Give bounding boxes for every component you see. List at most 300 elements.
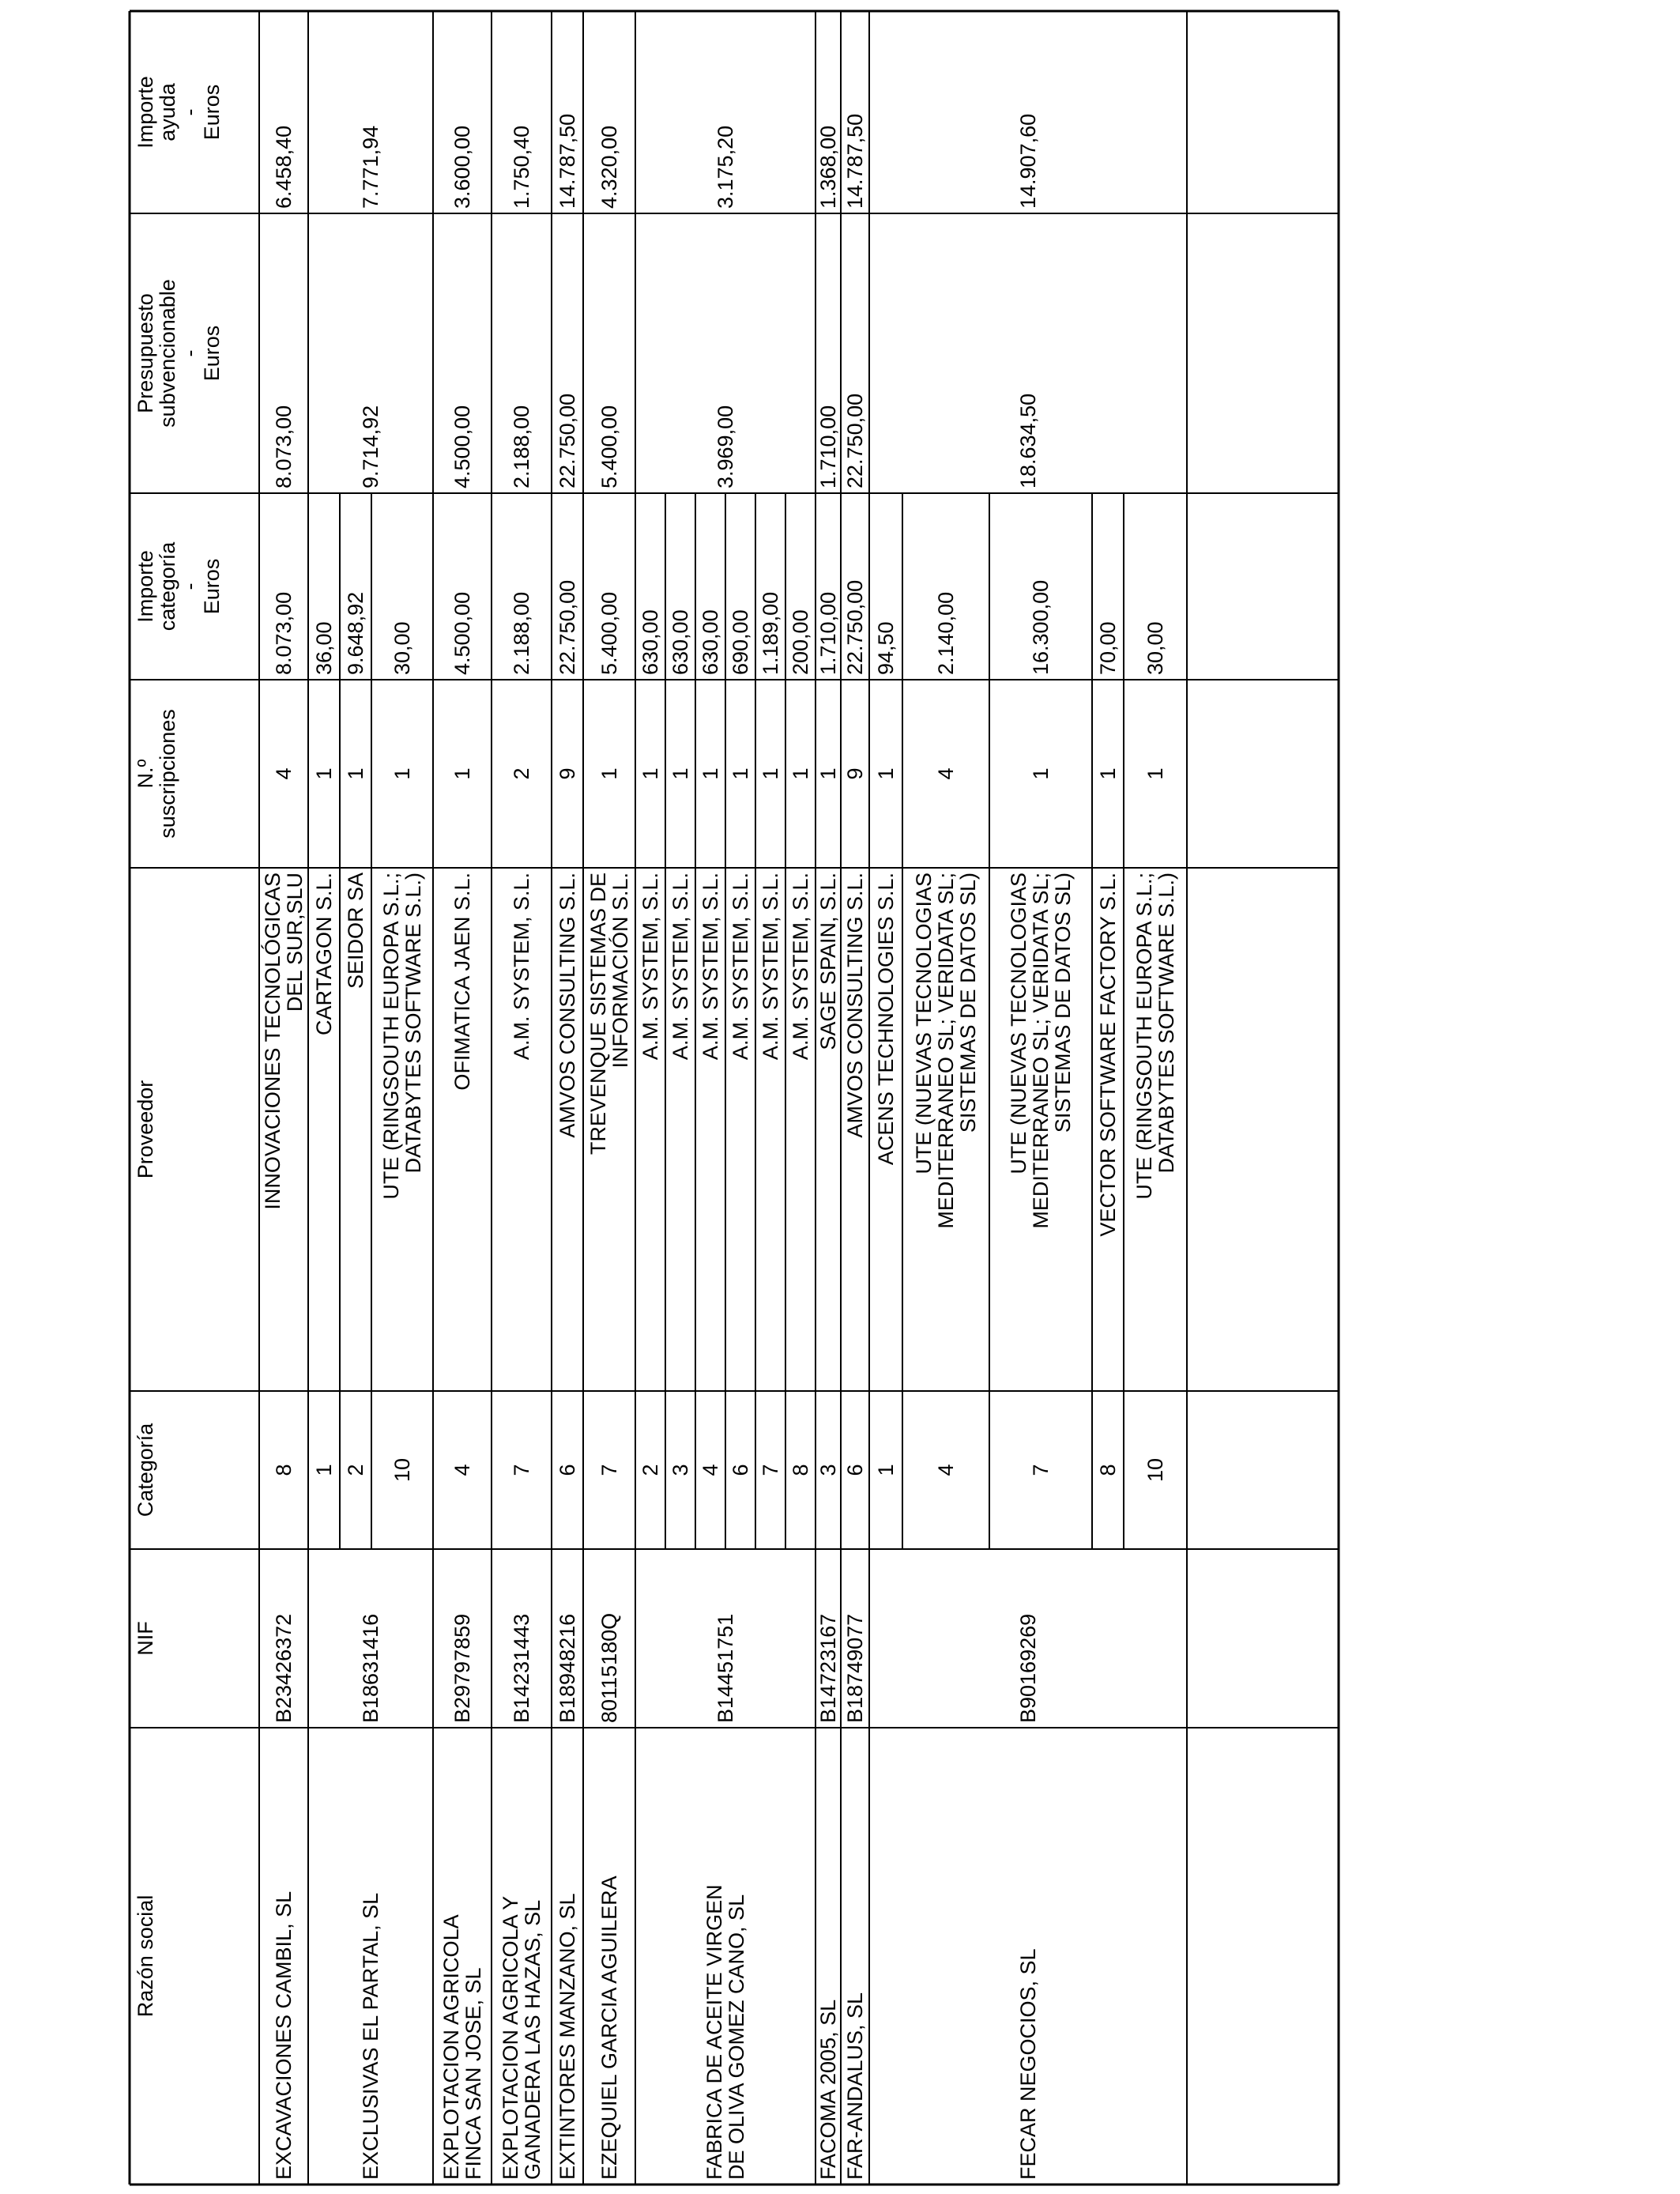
row-3-importe-ayuda-text: 1.750,40 [510,125,533,209]
row-1-presupuesto-rotated [308,213,433,493]
row-3-item-0-categoria-rotated [492,1391,552,1549]
row-2-item-0-suscripciones-text: 1 [450,767,474,780]
row-8-presupuesto-rotated [841,213,869,493]
row-6-item-4-categoria-rotated [755,1391,785,1549]
row-1-nif [308,1549,433,1728]
header-categoria-rotated [130,1391,259,1549]
row-2-item-0-proveedor-text: OFIMATICA JAEN S.L. [450,873,474,1091]
row-6-item-5-suscripciones-rotated [785,680,816,868]
row-8-presupuesto-text: 22.750,00 [843,393,867,488]
row-3-item-0-proveedor-text: A.M. SYSTEM, S.L. [510,873,533,1061]
row-9-item-0-proveedor-text: ACENS TECHNOLOGIES S.L. [874,873,898,1166]
row-1-nif-rotated [308,1549,433,1728]
row-9-item-1-suscripciones-text: 4 [934,767,958,780]
row-9-item-3-suscripciones-text: 1 [1096,767,1120,780]
row-4-item-0-proveedor [552,868,583,1391]
row-9-item-3-suscripciones-rotated [1092,680,1124,868]
row-1-item-2-suscripciones-rotated [371,680,433,868]
row-6-item-5-categoria-text: 8 [789,1464,812,1476]
row-9-item-1-suscripciones-rotated [902,680,989,868]
row-0-item-0-suscripciones-text: 4 [272,767,296,780]
row-9-item-2-importe-categoria-text: 16.300,00 [1029,579,1053,675]
row-0-nif-rotated [259,1549,308,1728]
row-7-nif-text: B14723167 [816,1613,840,1723]
row-9-item-4-importe-categoria-rotated [1124,493,1187,680]
row-2-razon-social-rotated [433,1728,492,2185]
row-6-nif [635,1549,816,1728]
row-2-presupuesto [433,213,492,493]
row-7-item-0-suscripciones [816,680,841,868]
row-5-importe-ayuda-rotated [583,11,635,213]
row-9-item-3-proveedor-rotated [1092,868,1124,1391]
row-6-item-4-proveedor [755,868,785,1391]
row-8-importe-ayuda-text: 14.787,50 [843,113,867,209]
row-5-item-0-importe-categoria-text: 5.400,00 [597,591,621,675]
row-9-item-0-importe-categoria [869,493,902,680]
row-6-item-5-proveedor-rotated [785,868,816,1391]
row-7-item-0-categoria-text: 3 [816,1464,840,1476]
row-9-item-4-importe-categoria [1124,493,1187,680]
row-9-nif-rotated [869,1549,1187,1728]
row-2-item-0-proveedor [433,868,492,1391]
row-9-razon-social-rotated [869,1728,1187,2185]
row-3-item-0-importe-categoria [492,493,552,680]
row-4-importe-ayuda-rotated [552,11,583,213]
row-2-item-0-importe-categoria-text: 4.500,00 [450,591,474,675]
row-4-presupuesto [552,213,583,493]
row-6-item-0-proveedor-rotated [635,868,665,1391]
row-9-razon-social-text: FECAR NEGOCIOS, SL [1016,1948,1040,2180]
row-5-item-0-importe-categoria-rotated [583,493,635,680]
row-5-item-0-suscripciones-rotated [583,680,635,868]
row-8-item-0-categoria [841,1391,869,1549]
row-4-item-0-categoria-text: 6 [556,1464,579,1476]
row-6-item-1-suscripciones-text: 1 [669,767,692,780]
row-0-item-0-categoria [259,1391,308,1549]
row-7-presupuesto-text: 1.710,00 [816,405,840,488]
row-6-item-3-suscripciones [725,680,755,868]
row-9-razon-social [869,1728,1187,2185]
row-1-item-1-categoria-text: 2 [344,1464,367,1476]
row-9-item-0-categoria [869,1391,902,1549]
row-6-nif-text: B14451751 [714,1613,737,1723]
row-9-item-1-importe-categoria-rotated [902,493,989,680]
header-categoria [130,1391,259,1549]
header-importe-ayuda-text: Importe ayuda - Euros [134,76,224,149]
row-2-item-0-proveedor-rotated [433,868,492,1391]
row-8-razon-social-text: FAR-ANDALUS, SL [843,1992,867,2180]
row-0-item-0-importe-categoria [259,493,308,680]
row-6-item-0-importe-categoria-rotated [635,493,665,680]
row-2-item-0-categoria [433,1391,492,1549]
row-6-item-4-suscripciones-rotated [755,680,785,868]
row-6-item-5-importe-categoria [785,493,816,680]
row-6-presupuesto [635,213,816,493]
row-0-presupuesto-text: 8.073,00 [272,405,296,488]
row-6-item-1-proveedor [665,868,695,1391]
row-6-item-3-proveedor-rotated [725,868,755,1391]
row-9-item-1-proveedor-rotated [902,868,989,1391]
row-1-item-2-proveedor-text: UTE (RINGSOUTH EUROPA S.L.; DATABYTES SOFTWARE S.L.) [379,873,425,1200]
row-1-item-2-categoria-text: 10 [390,1457,414,1483]
row-3-razon-social-rotated [492,1728,552,2185]
row-6-item-0-categoria-rotated [635,1391,665,1549]
header-importe-categoria [130,493,259,680]
row-4-item-0-categoria [552,1391,583,1549]
row-5-item-0-proveedor [583,868,635,1391]
header-importe-ayuda [130,11,259,213]
row-1-item-2-importe-categoria-text: 30,00 [390,621,414,675]
row-6-item-0-importe-categoria-text: 630,00 [638,609,662,675]
row-8-importe-ayuda [841,11,869,213]
row-6-item-0-suscripciones [635,680,665,868]
row-6-item-4-suscripciones [755,680,785,868]
row-9-item-3-proveedor [1092,868,1124,1391]
row-6-item-2-suscripciones-rotated [695,680,725,868]
row-2-razon-social-text: EXPLOTACION AGRICOLA FINCA SAN JOSE, SL [439,1914,485,2180]
row-7-razon-social-text: FACOMA 2005, SL [816,1999,840,2180]
row-9-item-3-categoria-rotated [1092,1391,1124,1549]
row-5-item-0-proveedor-text: TREVENQUE SISTEMAS DE INFORMACIÓN S.L. [586,873,632,1155]
row-4-presupuesto-text: 22.750,00 [556,393,579,488]
row-4-item-0-importe-categoria-rotated [552,493,583,680]
row-6-item-0-categoria [635,1391,665,1549]
row-0-item-0-proveedor [259,868,308,1391]
row-6-item-2-proveedor-text: A.M. SYSTEM, S.L. [699,873,722,1061]
row-8-presupuesto [841,213,869,493]
row-6-item-5-categoria [785,1391,816,1549]
row-0-item-0-categoria-text: 8 [272,1464,296,1476]
row-4-nif [552,1549,583,1728]
row-4-razon-social-text: EXTINTORES MANZANO, SL [556,1893,579,2180]
row-0-razon-social-text: EXCAVACIONES CAMBIL, SL [272,1891,296,2180]
row-1-item-1-proveedor-text: SEIDOR SA [344,873,367,990]
row-9-item-2-suscripciones-text: 1 [1029,767,1053,780]
row-8-nif-rotated [841,1549,869,1728]
row-6-item-5-suscripciones-text: 1 [789,767,812,780]
row-6-item-4-proveedor-rotated [755,868,785,1391]
row-5-presupuesto-text: 5.400,00 [597,405,621,488]
row-9-item-0-categoria-rotated [869,1391,902,1549]
row-7-importe-ayuda-rotated [816,11,841,213]
row-6-item-3-categoria-text: 6 [729,1464,752,1476]
row-4-presupuesto-rotated [552,213,583,493]
header-razon-social-rotated [130,1728,259,2185]
row-2-presupuesto-text: 4.500,00 [450,405,474,488]
row-9-item-4-categoria-text: 10 [1143,1457,1167,1483]
row-9-presupuesto-text: 18.634,50 [1016,393,1040,488]
row-9-item-0-importe-categoria-text: 94,50 [874,621,898,675]
row-1-item-1-suscripciones-rotated [340,680,371,868]
row-9-item-4-suscripciones [1124,680,1187,868]
row-6-item-2-importe-categoria-text: 630,00 [699,609,722,675]
row-9-item-4-suscripciones-rotated [1124,680,1187,868]
row-9-item-3-importe-categoria-rotated [1092,493,1124,680]
row-6-item-3-suscripciones-rotated [725,680,755,868]
row-8-razon-social-rotated [841,1728,869,2185]
row-7-item-0-importe-categoria [816,493,841,680]
row-0-presupuesto [259,213,308,493]
row-9-item-1-categoria [902,1391,989,1549]
row-7-item-0-suscripciones-rotated [816,680,841,868]
row-9-item-2-proveedor [989,868,1092,1391]
row-7-item-0-proveedor-text: SAGE SPAIN, S.L. [816,873,840,1050]
row-6-item-4-importe-categoria-rotated [755,493,785,680]
row-4-razon-social-rotated [552,1728,583,2185]
row-1-item-2-proveedor-rotated [371,868,433,1391]
row-9-item-2-categoria-rotated [989,1391,1092,1549]
row-0-item-0-proveedor-text: INNOVACIONES TECNOLÓGICAS DEL SUR,SLU [261,873,307,1210]
row-9-item-1-importe-categoria-text: 2.140,00 [934,591,958,675]
row-5-presupuesto-rotated [583,213,635,493]
row-2-nif-text: B29797859 [450,1613,474,1723]
row-5-item-0-categoria-rotated [583,1391,635,1549]
row-6-razon-social-rotated [635,1728,816,2185]
row-8-item-0-importe-categoria-text: 22.750,00 [843,579,867,675]
row-5-importe-ayuda-text: 4.320,00 [597,125,621,209]
row-6-presupuesto-rotated [635,213,816,493]
row-1-razon-social-rotated [308,1728,433,2185]
row-9-item-3-suscripciones [1092,680,1124,868]
row-7-item-0-categoria [816,1391,841,1549]
row-8-item-0-suscripciones [841,680,869,868]
row-8-nif-text: B18749077 [843,1613,867,1723]
header-nif-rotated [130,1549,259,1728]
row-6-item-3-importe-categoria-rotated [725,493,755,680]
row-6-item-0-suscripciones-rotated [635,680,665,868]
row-6-item-5-importe-categoria-text: 200,00 [789,609,812,675]
row-0-razon-social [259,1728,308,2185]
row-9-importe-ayuda-text: 14.907,60 [1016,113,1040,209]
row-9-nif-text: B90169269 [1016,1613,1040,1723]
row-3-item-0-suscripciones-rotated [492,680,552,868]
row-7-importe-ayuda-text: 1.368,00 [816,125,840,209]
row-8-item-0-categoria-text: 6 [843,1464,867,1476]
header-proveedor [130,868,259,1391]
row-6-item-2-proveedor-rotated [695,868,725,1391]
row-3-item-0-suscripciones-text: 2 [510,767,533,780]
row-6-item-3-proveedor-text: A.M. SYSTEM, S.L. [729,873,752,1061]
row-9-item-2-categoria [989,1391,1092,1549]
row-1-item-0-importe-categoria [308,493,340,680]
row-5-nif-text: 80115180Q [597,1612,621,1723]
row-0-item-0-suscripciones [259,680,308,868]
row-1-item-0-suscripciones-rotated [308,680,340,868]
row-3-item-0-importe-categoria-text: 2.188,00 [510,591,533,675]
row-9-item-4-categoria-rotated [1124,1391,1187,1549]
row-2-nif [433,1549,492,1728]
header-proveedor-rotated [130,868,259,1391]
row-3-razon-social-text: EXPLOTACION AGRICOLA Y GANADERA LAS HAZAS, SL [499,1895,544,2180]
header-razon-social [130,1728,259,2185]
row-7-nif-rotated [816,1549,841,1728]
row-1-item-0-importe-categoria-text: 36,00 [312,621,336,675]
row-1-razon-social-text: EXCLUSIVAS EL PARTAL, SL [359,1892,382,2180]
row-2-item-0-categoria-rotated [433,1391,492,1549]
header-suscripciones [130,680,259,868]
row-3-nif-text: B14231443 [510,1613,533,1723]
row-6-item-5-categoria-rotated [785,1391,816,1549]
row-9-item-2-categoria-text: 7 [1029,1464,1053,1476]
row-6-item-2-categoria-rotated [695,1391,725,1549]
row-0-nif-text: B23426372 [272,1613,296,1723]
row-3-item-0-proveedor-rotated [492,868,552,1391]
header-presupuesto-rotated [130,213,259,493]
row-4-importe-ayuda [552,11,583,213]
row-1-item-2-importe-categoria [371,493,433,680]
row-3-item-0-categoria-text: 7 [510,1464,533,1476]
row-6-nif-rotated [635,1549,816,1728]
row-1-item-2-categoria [371,1391,433,1549]
row-9-item-2-importe-categoria [989,493,1092,680]
row-1-item-0-suscripciones-text: 1 [312,767,336,780]
row-7-item-0-categoria-rotated [816,1391,841,1549]
row-5-nif-rotated [583,1549,635,1728]
row-6-item-2-importe-categoria [695,493,725,680]
row-1-item-0-proveedor-text: CARTAGON S.L. [312,873,336,1036]
header-nif [130,1549,259,1728]
row-1-nif-text: B18631416 [359,1613,382,1723]
row-9-item-1-proveedor [902,868,989,1391]
header-presupuesto [130,213,259,493]
row-1-item-1-suscripciones [340,680,371,868]
row-5-item-0-categoria [583,1391,635,1549]
header-proveedor-text: Proveedor [134,1080,157,1179]
row-9-item-3-categoria [1092,1391,1124,1549]
row-3-item-0-importe-categoria-rotated [492,493,552,680]
row-2-importe-ayuda-text: 3.600,00 [450,125,474,209]
row-1-item-1-importe-categoria-text: 9.648,92 [344,591,367,675]
row-8-item-0-suscripciones-rotated [841,680,869,868]
row-4-item-0-proveedor-text: AMVOS CONSULTING S.L. [556,873,579,1138]
row-5-nif [583,1549,635,1728]
row-7-item-0-proveedor [816,868,841,1391]
row-9-item-3-categoria-text: 8 [1096,1464,1120,1476]
row-4-nif-rotated [552,1549,583,1728]
row-6-item-3-categoria [725,1391,755,1549]
row-1-item-1-categoria [340,1391,371,1549]
row-4-item-0-categoria-rotated [552,1391,583,1549]
row-6-item-4-importe-categoria-text: 1.189,00 [759,591,782,675]
row-5-razon-social [583,1728,635,2185]
row-1-item-0-suscripciones [308,680,340,868]
row-7-item-0-suscripciones-text: 1 [816,767,840,780]
row-0-item-0-categoria-rotated [259,1391,308,1549]
row-1-item-2-categoria-rotated [371,1391,433,1549]
row-6-item-5-proveedor-text: A.M. SYSTEM, S.L. [789,873,812,1061]
row-6-item-1-suscripciones [665,680,695,868]
row-9-item-4-categoria [1124,1391,1187,1549]
row-8-razon-social [841,1728,869,2185]
header-categoria-text: Categoría [134,1423,157,1517]
row-2-importe-ayuda [433,11,492,213]
row-1-presupuesto-text: 9.714,92 [359,405,382,488]
row-6-item-2-categoria-text: 4 [699,1464,722,1476]
row-9-item-1-proveedor-text: UTE (NUEVAS TECNOLOGIAS MEDITERRANEO SL; VERIDATA SL; SISTEMAS DE DATOS SL) [912,873,980,1229]
row-2-item-0-categoria-text: 4 [450,1464,474,1476]
row-6-importe-ayuda [635,11,816,213]
row-1-item-1-importe-categoria-rotated [340,493,371,680]
row-3-importe-ayuda [492,11,552,213]
row-6-item-1-categoria-text: 3 [669,1464,692,1476]
row-6-item-4-categoria-text: 7 [759,1464,782,1476]
row-9-importe-ayuda-rotated [869,11,1187,213]
row-1-item-1-proveedor [340,868,371,1391]
row-4-item-0-suscripciones [552,680,583,868]
row-0-item-0-importe-categoria-text: 8.073,00 [272,591,296,675]
row-8-item-0-suscripciones-text: 9 [843,767,867,780]
row-9-item-2-importe-categoria-rotated [989,493,1092,680]
row-1-item-0-categoria-text: 1 [312,1464,336,1476]
header-nif-text: NIF [134,1621,157,1656]
row-9-item-0-categoria-text: 1 [874,1464,898,1476]
row-3-item-0-proveedor [492,868,552,1391]
row-0-importe-ayuda-text: 6.458,40 [272,125,296,209]
row-6-item-0-suscripciones-text: 1 [638,767,662,780]
row-0-nif [259,1549,308,1728]
row-6-item-5-proveedor [785,868,816,1391]
row-3-presupuesto-rotated [492,213,552,493]
row-6-item-0-categoria-text: 2 [638,1464,662,1476]
row-9-presupuesto [869,213,1187,493]
row-2-item-0-suscripciones [433,680,492,868]
header-importe-categoria-rotated [130,493,259,680]
row-6-item-1-categoria [665,1391,695,1549]
row-5-importe-ayuda [583,11,635,213]
row-6-item-4-importe-categoria [755,493,785,680]
row-1-importe-ayuda [308,11,433,213]
row-3-presupuesto-text: 2.188,00 [510,405,533,488]
row-6-item-0-proveedor [635,868,665,1391]
row-0-presupuesto-rotated [259,213,308,493]
row-9-item-4-suscripciones-text: 1 [1143,767,1167,780]
row-6-item-3-categoria-rotated [725,1391,755,1549]
row-9-item-0-importe-categoria-rotated [869,493,902,680]
row-2-item-0-importe-categoria [433,493,492,680]
row-7-presupuesto [816,213,841,493]
row-1-item-0-proveedor [308,868,340,1391]
row-9-presupuesto-rotated [869,213,1187,493]
row-1-item-0-categoria [308,1391,340,1549]
row-4-item-0-suscripciones-text: 9 [556,767,579,780]
row-9-item-0-suscripciones-rotated [869,680,902,868]
row-6-presupuesto-text: 3.969,00 [714,405,737,488]
row-0-importe-ayuda-rotated [259,11,308,213]
row-8-nif [841,1549,869,1728]
row-1-item-2-proveedor [371,868,433,1391]
row-7-presupuesto-rotated [816,213,841,493]
row-9-item-3-importe-categoria-text: 70,00 [1096,621,1120,675]
row-4-item-0-suscripciones-rotated [552,680,583,868]
row-5-razon-social-text: EZEQUIEL GARCIA AGUILERA [597,1875,621,2180]
row-1-item-2-suscripciones [371,680,433,868]
row-9-importe-ayuda [869,11,1187,213]
row-1-importe-ayuda-rotated [308,11,433,213]
row-6-item-1-categoria-rotated [665,1391,695,1549]
header-importe-ayuda-rotated [130,11,259,213]
row-9-item-1-categoria-text: 4 [934,1464,958,1476]
row-3-nif-rotated [492,1549,552,1728]
row-6-item-1-importe-categoria-text: 630,00 [669,609,692,675]
header-suscripciones-rotated [130,680,259,868]
row-3-razon-social [492,1728,552,2185]
row-1-item-1-categoria-rotated [340,1391,371,1549]
row-9-item-4-proveedor [1124,868,1187,1391]
row-1-item-1-importe-categoria [340,493,371,680]
row-6-item-5-importe-categoria-rotated [785,493,816,680]
row-6-item-2-categoria [695,1391,725,1549]
row-7-importe-ayuda [816,11,841,213]
